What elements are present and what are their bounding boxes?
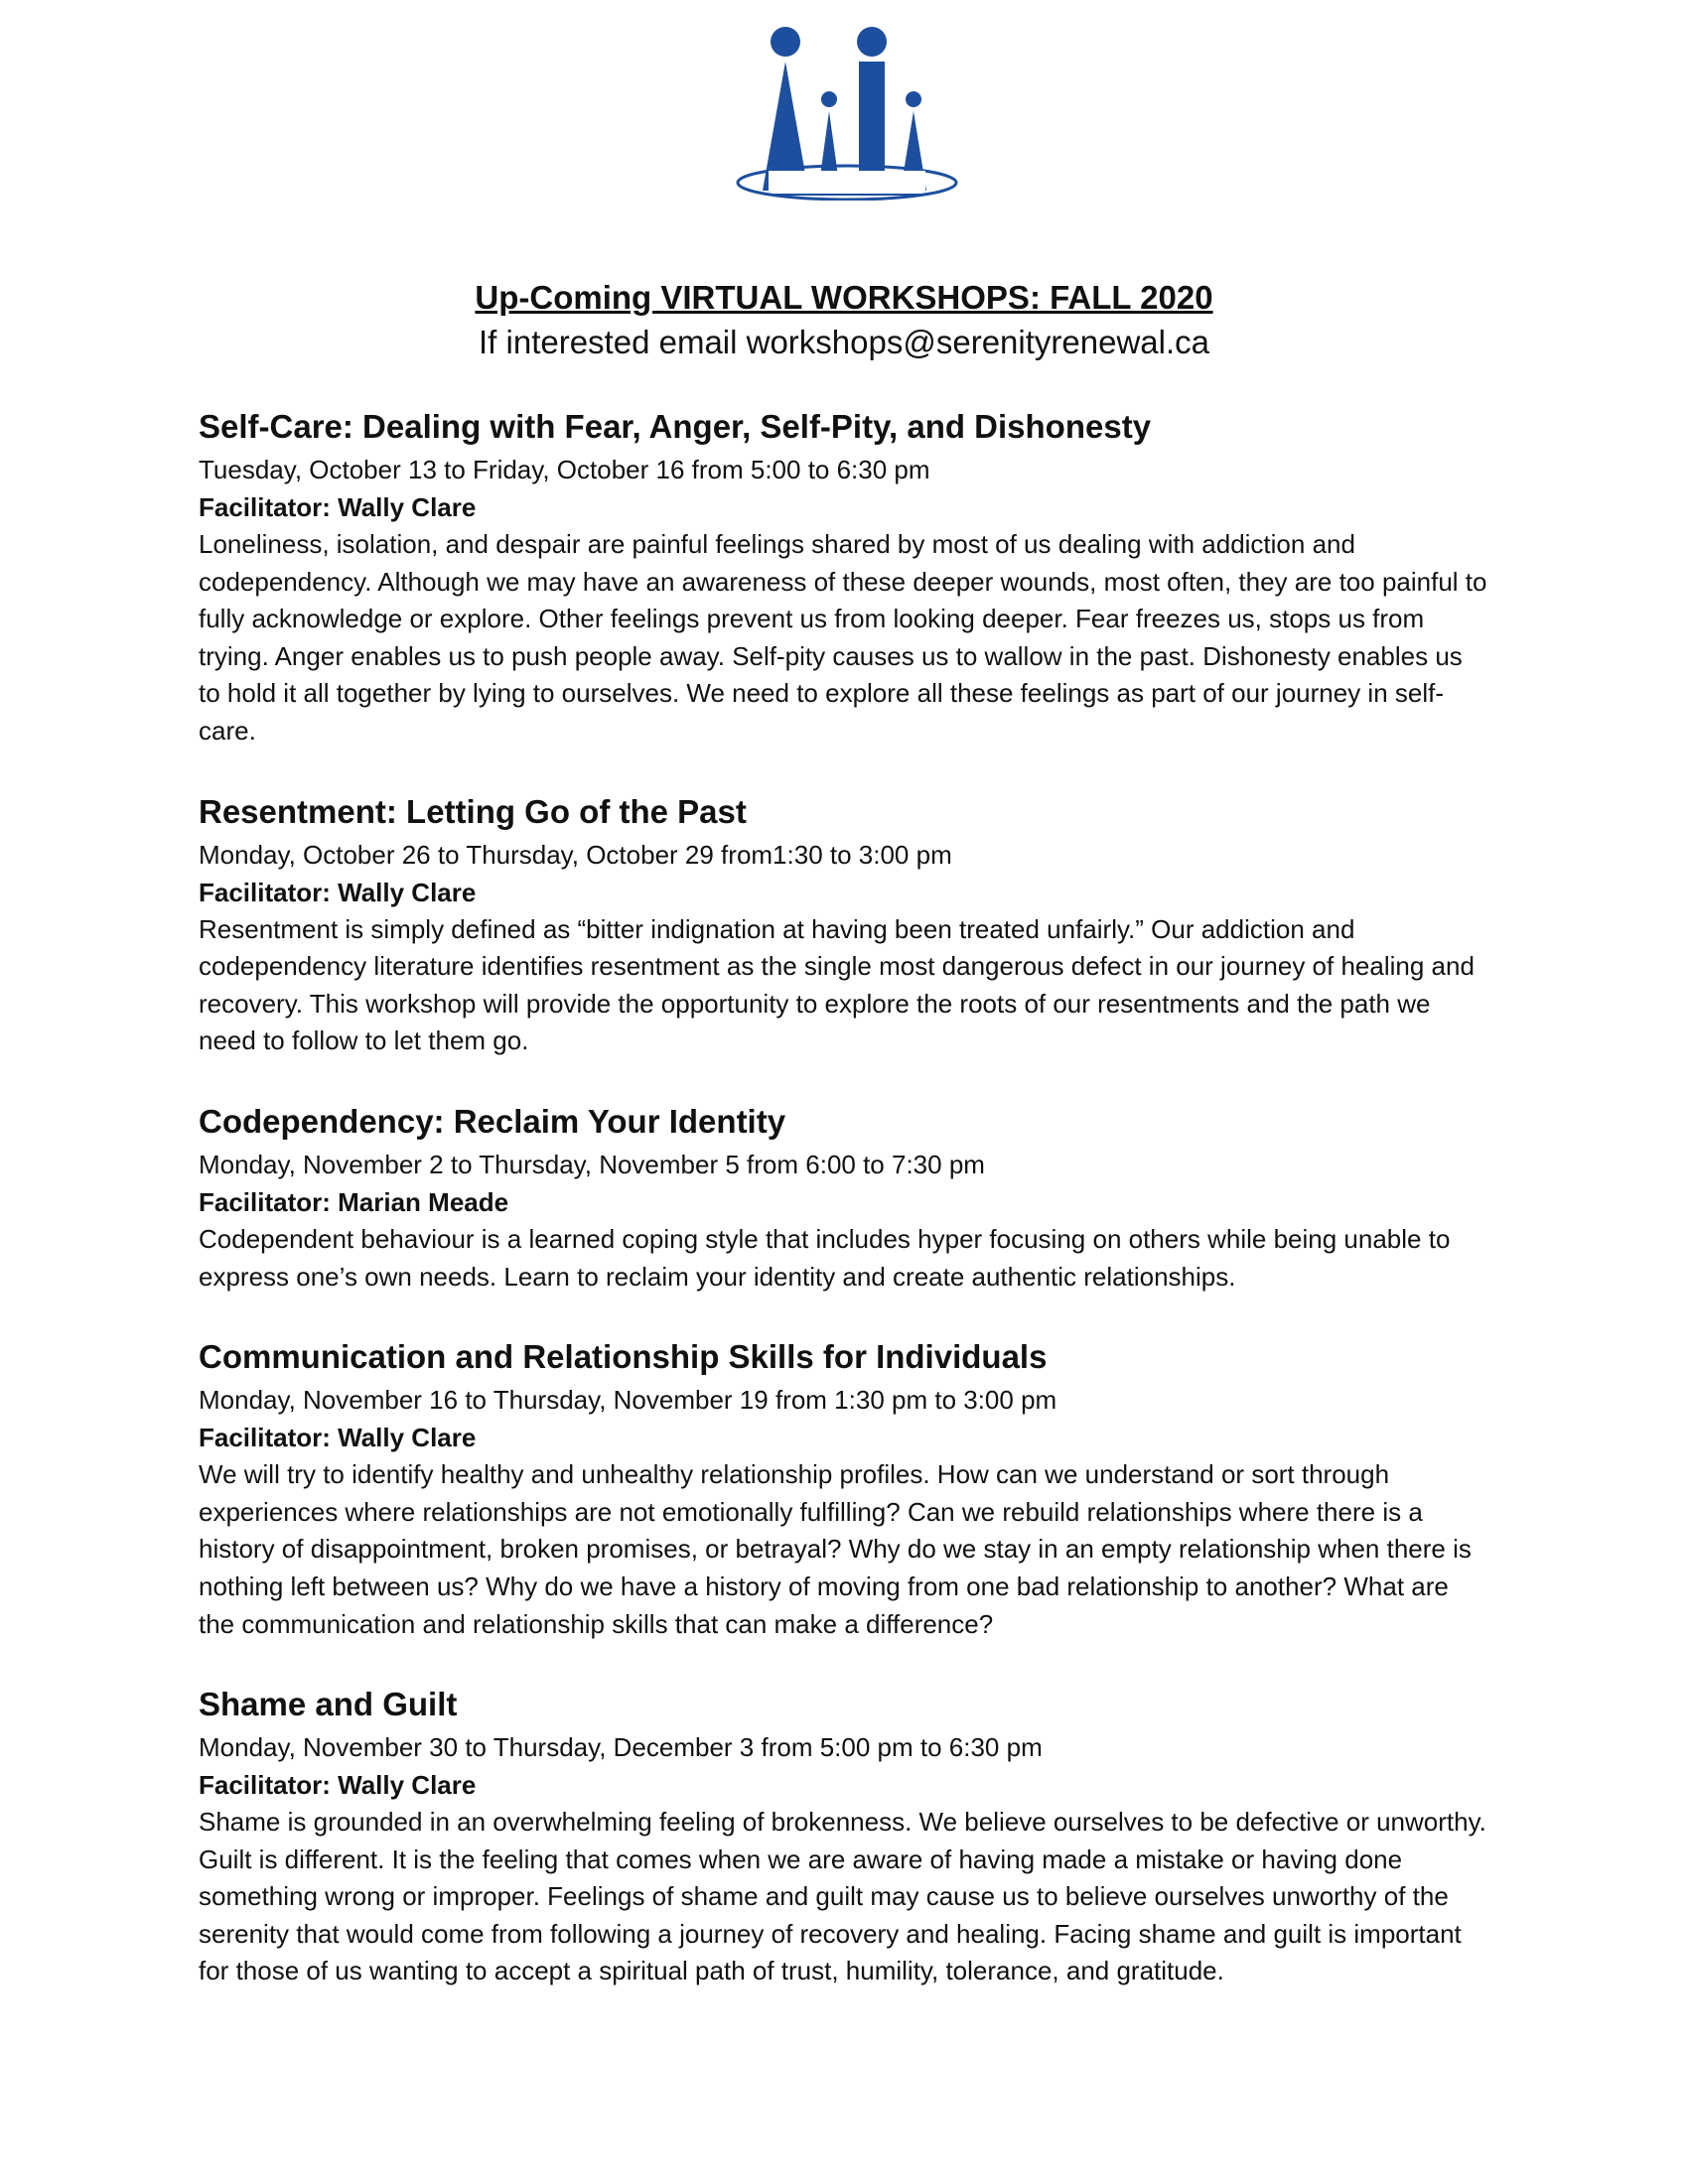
workshop-facilitator: Facilitator: Wally Clare bbox=[199, 877, 477, 907]
workshop-facilitator: Facilitator: Wally Clare bbox=[199, 492, 477, 522]
workshop-description: Codependent behaviour is a learned coping style that includes hyper focusing on others while being unable to express one’s own needs. Learn to reclaim your identity and create authentic relationships. bbox=[199, 1223, 1451, 1292]
document-header bbox=[0, 276, 1688, 365]
workshop-description: Resentment is simply defined as “bitter indignation at having been treated unfairly.” Our addiction and codependency literature identifies resentment as the single most dangerous defect in our journey of healing and recovery. This workshop will provide the opportunity to explore the roots of our resentments and the path we need to follow to let them go. bbox=[199, 913, 1475, 1056]
contact-email-line: If interested email workshops@serenityrenewal.ca bbox=[479, 324, 1209, 360]
workshop-description: Shame is grounded in an overwhelming feeling of brokenness. We believe ourselves to be defective or unworthy. Guilt is different. It is the feeling that comes when we are aware of having made a mistake or having done something wrong or improper. Feelings of shame and guilt may cause us to believe ourselves unworthy of the serenity that would come from following a journey of recovery and healing. Facing shame and guilt is important for those of us wanting to accept a spiritual path of trust, humility, tolerance, and gratitude. bbox=[199, 1807, 1486, 1986]
workshop-item bbox=[199, 1335, 1489, 1643]
workshop-facilitator: Facilitator: Wally Clare bbox=[199, 1423, 477, 1453]
workshop-title: Shame and Guilt bbox=[199, 1686, 458, 1723]
workshop-dates: Tuesday, October 13 to Friday, October 16 from 5:00 to 6:30 pm bbox=[199, 455, 930, 484]
workshop-description: Loneliness, isolation, and despair are painful feelings shared by most of us dealing with addiction and codependency. Although we may have an awareness of these deeper wounds, most often, they are too painful to fully acknowledge or explore. Other feelings prevent us from looking deeper. Fear freezes us, stops us from trying. Anger enables us to push people away. Self-pity causes us to wallow in the past. Dishonesty enables us to hold it all together by lying to ourselves. We need to explore all these feelings as part of our journey in self-care. bbox=[199, 529, 1487, 746]
serenity-renewal-logo bbox=[723, 24, 971, 232]
workshop-list bbox=[199, 405, 1489, 2030]
workshop-dates: Monday, November 30 to Thursday, December 3 from 5:00 pm to 6:30 pm bbox=[199, 1732, 1043, 1763]
workshop-item bbox=[199, 790, 1489, 1060]
workshop-facilitator: Facilitator: Wally Clare bbox=[199, 1770, 477, 1801]
workshop-title: Self-Care: Dealing with Fear, Anger, Self-Pity, and Dishonesty bbox=[199, 408, 1152, 445]
workshop-facilitator: Facilitator: Marian Meade bbox=[199, 1186, 509, 1217]
workshop-title: Codependency: Reclaim Your Identity bbox=[199, 1102, 786, 1140]
workshop-dates: Monday, November 2 to Thursday, November 5 from 6:00 to 7:30 pm bbox=[199, 1149, 985, 1179]
workshop-item bbox=[199, 1683, 1489, 1990]
workshop-item bbox=[199, 1100, 1489, 1296]
workshop-description: We will try to identify healthy and unhealthy relationship profiles. How can we understand or sort through experiences where relationships are not emotionally fulfilling? Can we rebuild relationships where there is a history of disappointment, broken promises, or betrayal? Why do we stay in an empty relationship when there is nothing left between us? Why do we have a history of moving from one bad relationship to another? What are the communication and relationship skills that can make a difference? bbox=[199, 1459, 1472, 1639]
workshop-dates: Monday, November 16 to Thursday, November 19 from 1:30 pm to 3:00 pm bbox=[199, 1385, 1057, 1416]
workshop-title: Communication and Relationship Skills for Individuals bbox=[199, 1338, 1048, 1376]
workshop-title: Resentment: Letting Go of the Past bbox=[199, 792, 747, 830]
page-title: Up-Coming VIRTUAL WORKSHOPS: FALL 2020 bbox=[475, 279, 1213, 316]
workshop-item bbox=[199, 405, 1489, 751]
workshop-dates: Monday, October 26 to Thursday, October 29 from1:30 to 3:00 pm bbox=[199, 839, 952, 870]
